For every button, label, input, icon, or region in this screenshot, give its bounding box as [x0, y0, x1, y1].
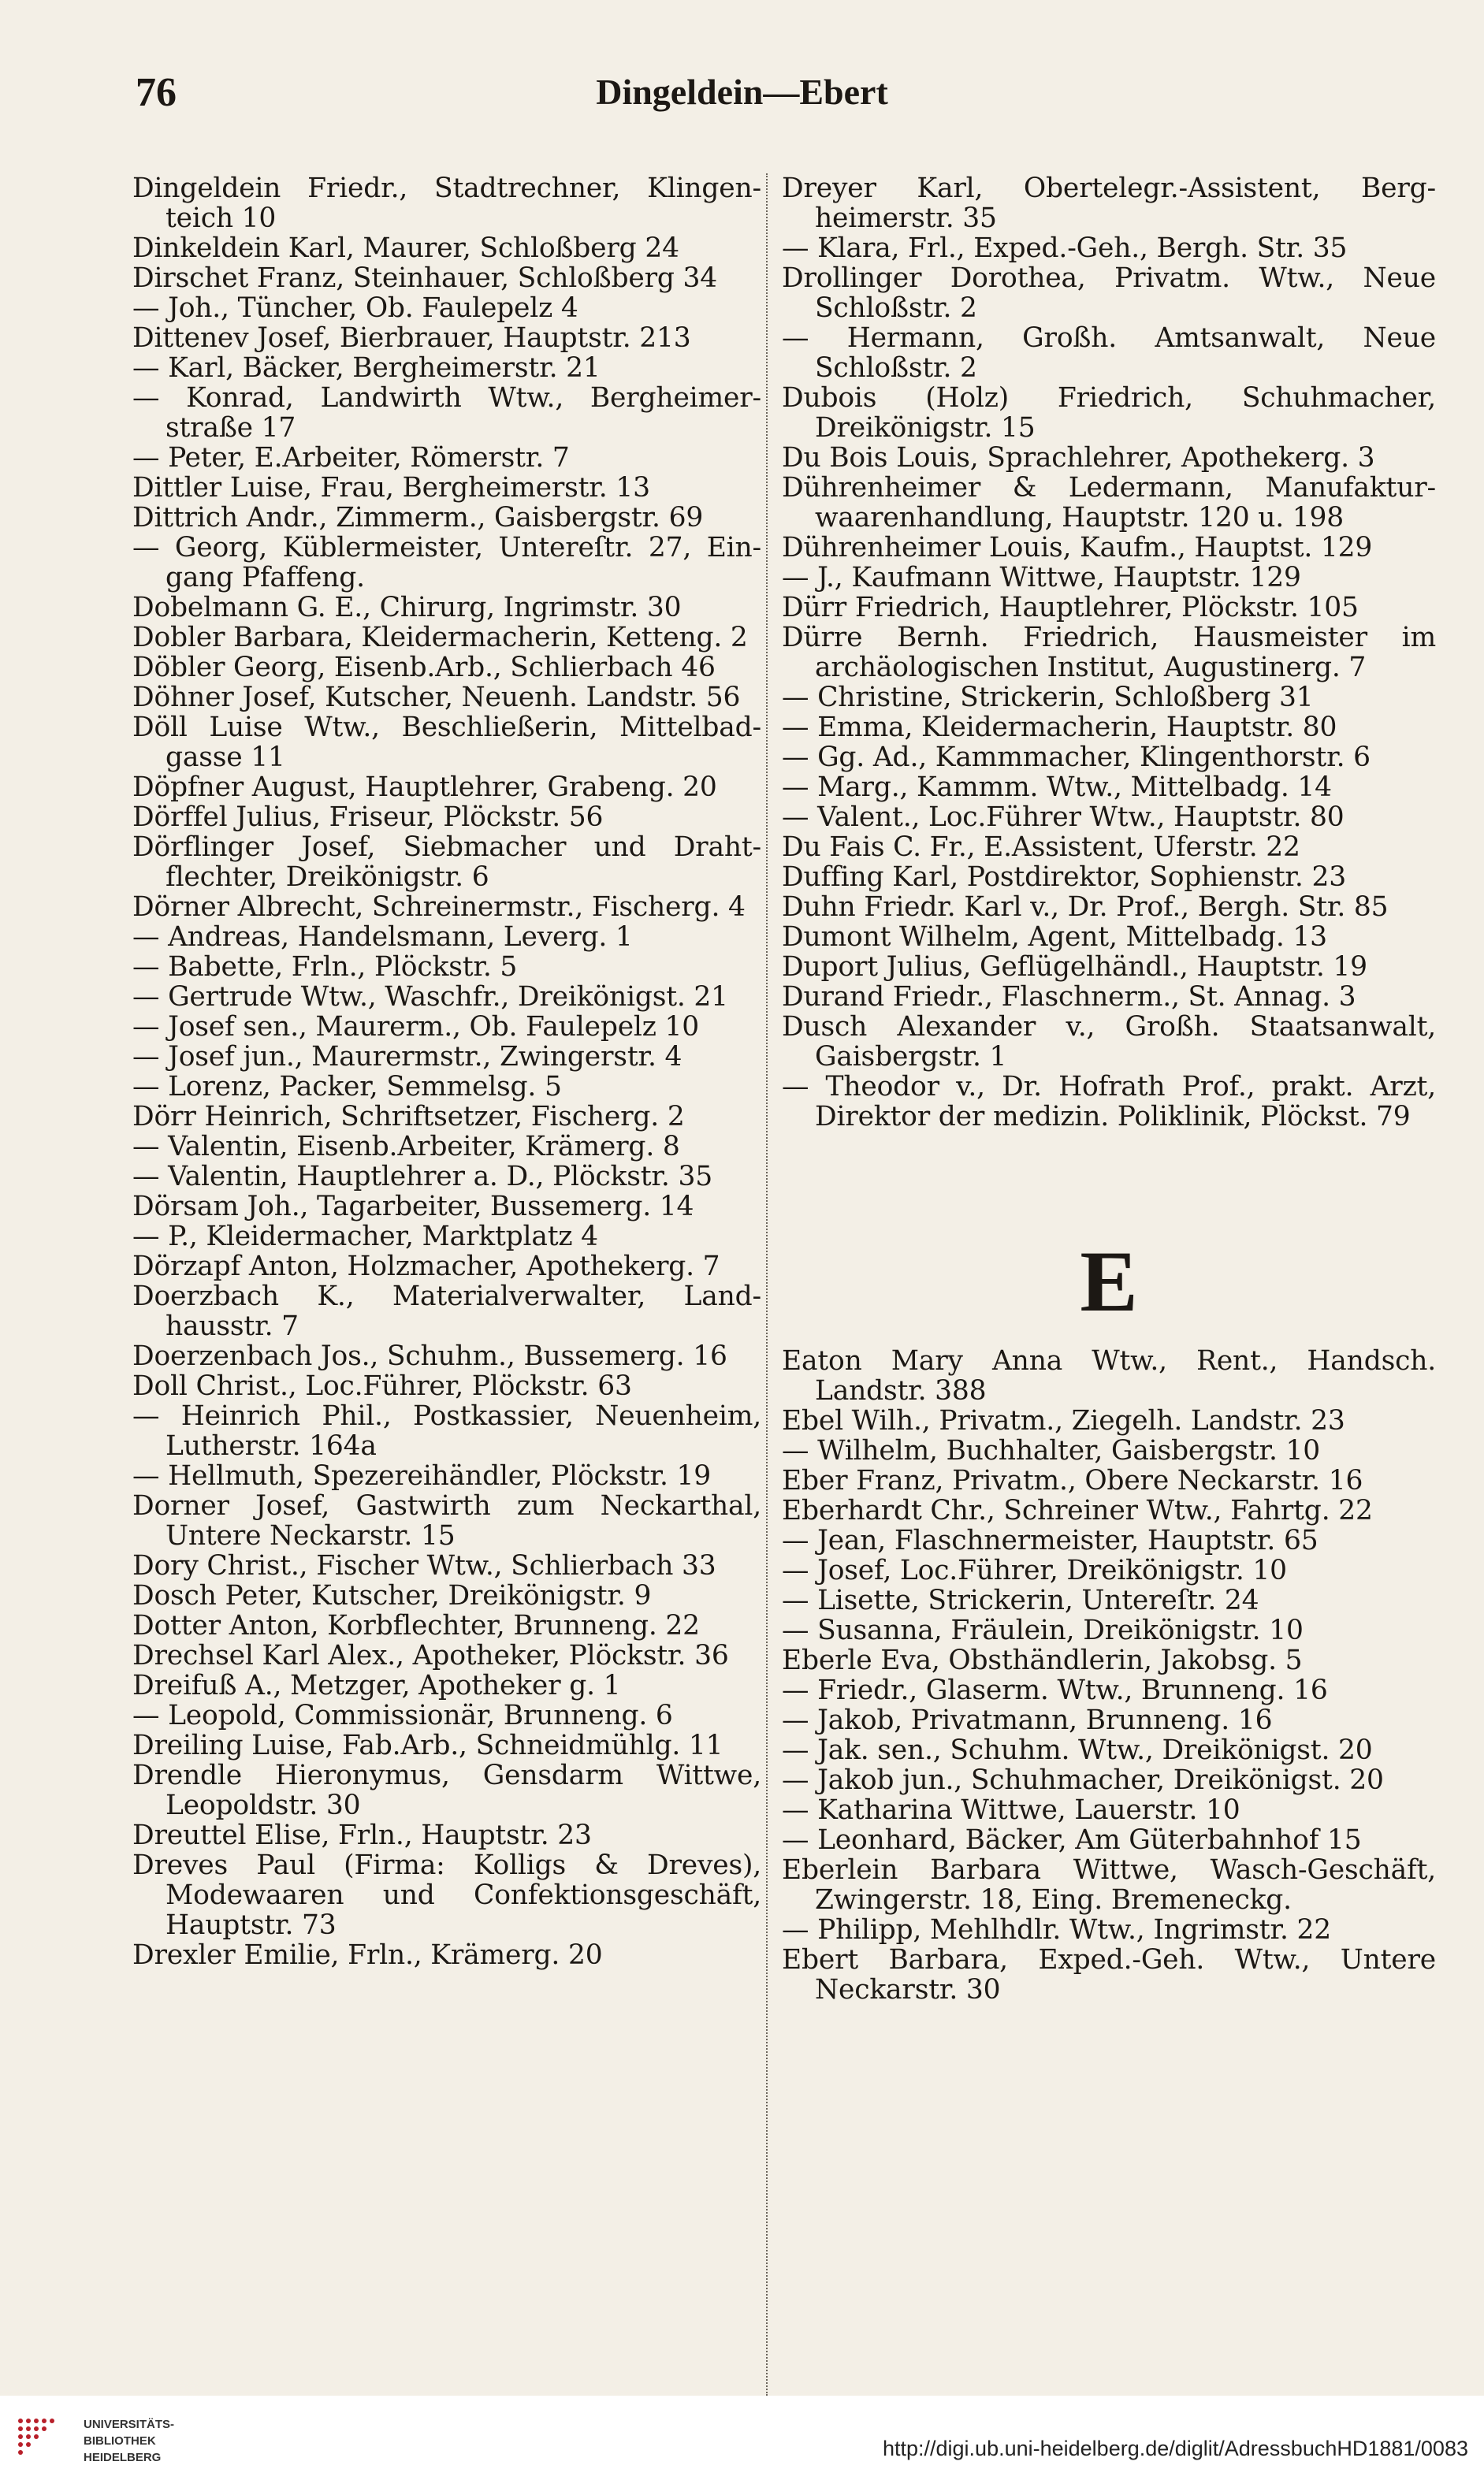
- directory-entry: Dingeldein Friedr., Stadtrechner, Klingen-teich 10: [132, 173, 761, 234]
- source-url-link[interactable]: http://digi.ub.uni-heidelberg.de/diglit/AdressbuchHD1881/0083: [882, 2437, 1468, 2460]
- directory-entry: — Jakob, Privatmann, Brunneng. 16: [782, 1705, 1273, 1736]
- directory-entry: — Wilhelm, Buchhalter, Gaisbergstr. 10: [782, 1435, 1321, 1467]
- directory-entry: — Jak. sen., Schuhm. Wtw., Dreikönigst. 20: [782, 1735, 1373, 1766]
- directory-entry: Dubois (Holz) Friedrich, Schuhmacher, Dreikönigstr. 15: [782, 382, 1436, 444]
- directory-entry: — Peter, E.Arbeiter, Römerstr. 7: [132, 442, 570, 474]
- directory-entry: — Josef jun., Maurermstr., Zwingerstr. 4: [132, 1041, 682, 1073]
- directory-entry: — Josef sen., Maurerm., Ob. Faulepelz 10: [132, 1011, 700, 1043]
- directory-entry: Dobler Barbara, Kleidermacherin, Ketteng. 2: [132, 622, 748, 653]
- directory-entry: — Gg. Ad., Kammmacher, Klingenthorstr. 6: [782, 742, 1371, 773]
- directory-entry: Eberhardt Chr., Schreiner Wtw., Fahrtg. 22: [782, 1495, 1373, 1526]
- directory-entry: Dosch Peter, Kutscher, Dreikönigstr. 9: [132, 1580, 652, 1612]
- directory-entry: — Lorenz, Packer, Semmelsg. 5: [132, 1071, 562, 1102]
- directory-entry: — Babette, Frln., Plöckstr. 5: [132, 951, 518, 983]
- directory-entry: Eberlein Barbara Wittwe, Wasch-Geschäft, Zwingerstr. 18, Eing. Bremeneckg.: [782, 1854, 1436, 1916]
- right-column-e-entries: [782, 1346, 1436, 2005]
- directory-entry: — Joh., Tüncher, Ob. Faulepelz 4: [132, 292, 578, 324]
- directory-entry: — Heinrich Phil., Postkassier, Neuenheim, Lutherstr. 164a: [132, 1400, 761, 1462]
- directory-entry: Drexler Emilie, Frln., Krämerg. 20: [132, 1939, 603, 1971]
- directory-entry: Dittler Luise, Frau, Bergheimerstr. 13: [132, 472, 650, 504]
- directory-entry: — Valentin, Eisenb.Arbeiter, Krämerg. 8: [132, 1131, 680, 1162]
- directory-entry: — Emma, Kleidermacherin, Hauptstr. 80: [782, 712, 1337, 743]
- directory-entry: — Katharina Wittwe, Lauerstr. 10: [782, 1794, 1240, 1826]
- directory-entry: Dittenev Josef, Bierbrauer, Hauptstr. 213: [132, 322, 691, 354]
- directory-entry: — Jean, Flaschnermeister, Hauptstr. 65: [782, 1525, 1318, 1556]
- directory-entry: Dührenheimer & Ledermann, Manufaktur-waarenhandlung, Hauptstr. 120 u. 198: [782, 472, 1436, 534]
- directory-entry: Dührenheimer Louis, Kaufm., Hauptst. 129: [782, 532, 1373, 563]
- section-letter: E: [1080, 1233, 1138, 1329]
- directory-entry: Dinkeldein Karl, Maurer, Schloßberg 24: [132, 232, 679, 264]
- directory-entry: — Theodor v., Dr. Hofrath Prof., prakt. Arzt, Direktor der medizin. Poliklinik, Plöckst. 79: [782, 1071, 1436, 1132]
- directory-entry: Duhn Friedr. Karl v., Dr. Prof., Bergh. Str. 85: [782, 891, 1389, 923]
- directory-entry: — Leopold, Commissionär, Brunneng. 6: [132, 1700, 673, 1731]
- library-logo-icon: [14, 2415, 66, 2463]
- directory-entry: — Klara, Frl., Exped.-Geh., Bergh. Str. 35: [782, 232, 1348, 264]
- running-head: Dingeldein—Ebert: [596, 72, 888, 112]
- directory-entry: Dörr Heinrich, Schriftsetzer, Fischerg. 2: [132, 1101, 685, 1132]
- page-number: 76: [136, 70, 177, 115]
- directory-entry: Dörflinger Josef, Siebmacher und Draht-flechter, Dreikönigstr. 6: [132, 831, 761, 893]
- directory-entry: Dörzapf Anton, Holzmacher, Apothekerg. 7: [132, 1251, 720, 1282]
- directory-entry: Dörner Albrecht, Schreinermstr., Fischerg. 4: [132, 891, 746, 923]
- directory-entry: Döpfner August, Hauptlehrer, Grabeng. 20: [132, 772, 717, 803]
- directory-entry: Dreyer Karl, Obertelegr.-Assistent, Berg-heimerstr. 35: [782, 173, 1436, 234]
- directory-entry: Dobelmann G. E., Chirurg, Ingrimstr. 30: [132, 592, 682, 623]
- directory-entry: Dusch Alexander v., Großh. Staatsanwalt, Gaisbergstr. 1: [782, 1011, 1436, 1073]
- logo-line-2: BIBLIOTHEK: [84, 2434, 156, 2448]
- directory-entry: — Christine, Strickerin, Schloßberg 31: [782, 682, 1314, 713]
- directory-entry: Du Fais C. Fr., E.Assistent, Uferstr. 22: [782, 831, 1300, 863]
- directory-entry: Duffing Karl, Postdirektor, Sophienstr. 23: [782, 861, 1346, 893]
- directory-entry: — Jakob jun., Schuhmacher, Dreikönigst. 20: [782, 1764, 1384, 1796]
- directory-entry: Döhner Josef, Kutscher, Neuenh. Landstr. 56: [132, 682, 741, 713]
- directory-entry: Du Bois Louis, Sprachlehrer, Apothekerg. 3: [782, 442, 1375, 474]
- directory-entry: Drechsel Karl Alex., Apotheker, Plöckstr. 36: [132, 1640, 729, 1671]
- directory-entry: — Marg., Kammm. Wtw., Mittelbadg. 14: [782, 772, 1332, 803]
- directory-entry: Dreiling Luise, Fab.Arb., Schneidmühlg. 11: [132, 1730, 723, 1761]
- directory-entry: Dreuttel Elise, Frln., Hauptstr. 23: [132, 1820, 592, 1851]
- column-divider: [766, 173, 768, 2396]
- directory-entry: Eberle Eva, Obsthändlerin, Jakobsg. 5: [782, 1645, 1303, 1676]
- directory-entry: Dürre Bernh. Friedrich, Hausmeister im archäologischen Institut, Augustinerg. 7: [782, 622, 1436, 683]
- directory-entry: — Konrad, Landwirth Wtw., Bergheimer-straße 17: [132, 382, 761, 444]
- directory-entry: Duport Julius, Geflügelhändl., Hauptstr. 19: [782, 951, 1367, 983]
- directory-entry: — Karl, Bäcker, Bergheimerstr. 21: [132, 352, 601, 384]
- directory-entry: — Georg, Küblermeister, Untereſtr. 27, Ein-gang Pfaffeng.: [132, 532, 761, 593]
- directory-entry: Drendle Hieronymus, Gensdarm Wittwe, Leopoldstr. 30: [132, 1760, 761, 1821]
- directory-entry: Dittrich Andr., Zimmerm., Gaisbergstr. 69: [132, 502, 704, 534]
- directory-entry: — Hellmuth, Spezereihändler, Plöckstr. 19: [132, 1460, 711, 1492]
- directory-entry: — Susanna, Fräulein, Dreikönigstr. 10: [782, 1615, 1304, 1646]
- directory-entry: Ebert Barbara, Exped.-Geh. Wtw., Untere Neckarstr. 30: [782, 1944, 1436, 2006]
- directory-entry: Döbler Georg, Eisenb.Arb., Schlierbach 46: [132, 652, 716, 683]
- directory-entry: Döll Luise Wtw., Beschließerin, Mittelbad-gasse 11: [132, 712, 761, 773]
- university-library-logo: [14, 2410, 211, 2473]
- directory-entry: Dörffel Julius, Friseur, Plöckstr. 56: [132, 801, 604, 833]
- directory-entry: Doll Christ., Loc.Führer, Plöckstr. 63: [132, 1370, 632, 1402]
- directory-entry: Ebel Wilh., Privatm., Ziegelh. Landstr. 23: [782, 1405, 1345, 1437]
- directory-entry: — Valentin, Hauptlehrer a. D., Plöckstr. 35: [132, 1161, 712, 1192]
- directory-entry: — Andreas, Handelsmann, Leverg. 1: [132, 921, 633, 953]
- directory-entry: Eaton Mary Anna Wtw., Rent., Handsch. Landstr. 388: [782, 1345, 1436, 1407]
- directory-entry: Eber Franz, Privatm., Obere Neckarstr. 16: [782, 1465, 1363, 1497]
- directory-entry: Dotter Anton, Korbflechter, Brunneng. 22: [132, 1610, 700, 1642]
- left-column: [132, 173, 761, 1970]
- directory-entry: — Hermann, Großh. Amtsanwalt, Neue Schloßstr. 2: [782, 322, 1436, 384]
- directory-entry: — Leonhard, Bäcker, Am Güterbahnhof 15: [782, 1824, 1362, 1856]
- directory-entry: — P., Kleidermacher, Marktplatz 4: [132, 1221, 598, 1252]
- logo-line-3: HEIDELBERG: [84, 2451, 162, 2464]
- directory-entry: Dirschet Franz, Steinhauer, Schloßberg 34: [132, 262, 718, 294]
- directory-entry: Dorner Josef, Gastwirth zum Neckarthal, Untere Neckarstr. 15: [132, 1490, 761, 1552]
- directory-entry: Doerzbach K., Materialverwalter, Land-hausstr. 7: [132, 1281, 761, 1342]
- directory-entry: Dreves Paul (Firma: Kolligs & Dreves), Modewaaren und Confektionsgeschäft, Hauptstr. 73: [132, 1850, 761, 1941]
- directory-entry: Dörsam Joh., Tagarbeiter, Bussemerg. 14: [132, 1191, 694, 1222]
- right-column-d-entries: [782, 173, 1436, 1132]
- directory-entry: — Philipp, Mehlhdlr. Wtw., Ingrimstr. 22: [782, 1914, 1332, 1946]
- directory-entry: Dumont Wilhelm, Agent, Mittelbadg. 13: [782, 921, 1327, 953]
- directory-entry: Dory Christ., Fischer Wtw., Schlierbach 33: [132, 1550, 716, 1582]
- right-column: [782, 173, 1436, 2005]
- directory-entry: — Gertrude Wtw., Waschfr., Dreikönigst. 21: [132, 981, 728, 1013]
- directory-entry: Drollinger Dorothea, Privatm. Wtw., Neue Schloßstr. 2: [782, 262, 1436, 324]
- directory-entry: Dreifuß A., Metzger, Apotheker g. 1: [132, 1670, 621, 1701]
- directory-entry: — Valent., Loc.Führer Wtw., Hauptstr. 80: [782, 801, 1345, 833]
- logo-line-1: UNIVERSITÄTS-: [84, 2418, 175, 2431]
- directory-entry: Dürr Friedrich, Hauptlehrer, Plöckstr. 105: [782, 592, 1359, 623]
- directory-entry: — Josef, Loc.Führer, Dreikönigstr. 10: [782, 1555, 1287, 1586]
- directory-entry: — Friedr., Glaserm. Wtw., Brunneng. 16: [782, 1675, 1328, 1706]
- directory-entry: — J., Kaufmann Wittwe, Hauptstr. 129: [782, 562, 1301, 593]
- directory-entry: Durand Friedr., Flaschnerm., St. Annag. 3: [782, 981, 1356, 1013]
- directory-entry: Doerzenbach Jos., Schuhm., Bussemerg. 16: [132, 1340, 727, 1372]
- directory-entry: — Lisette, Strickerin, Untereſtr. 24: [782, 1585, 1259, 1616]
- footer-bar: [0, 2396, 1484, 2480]
